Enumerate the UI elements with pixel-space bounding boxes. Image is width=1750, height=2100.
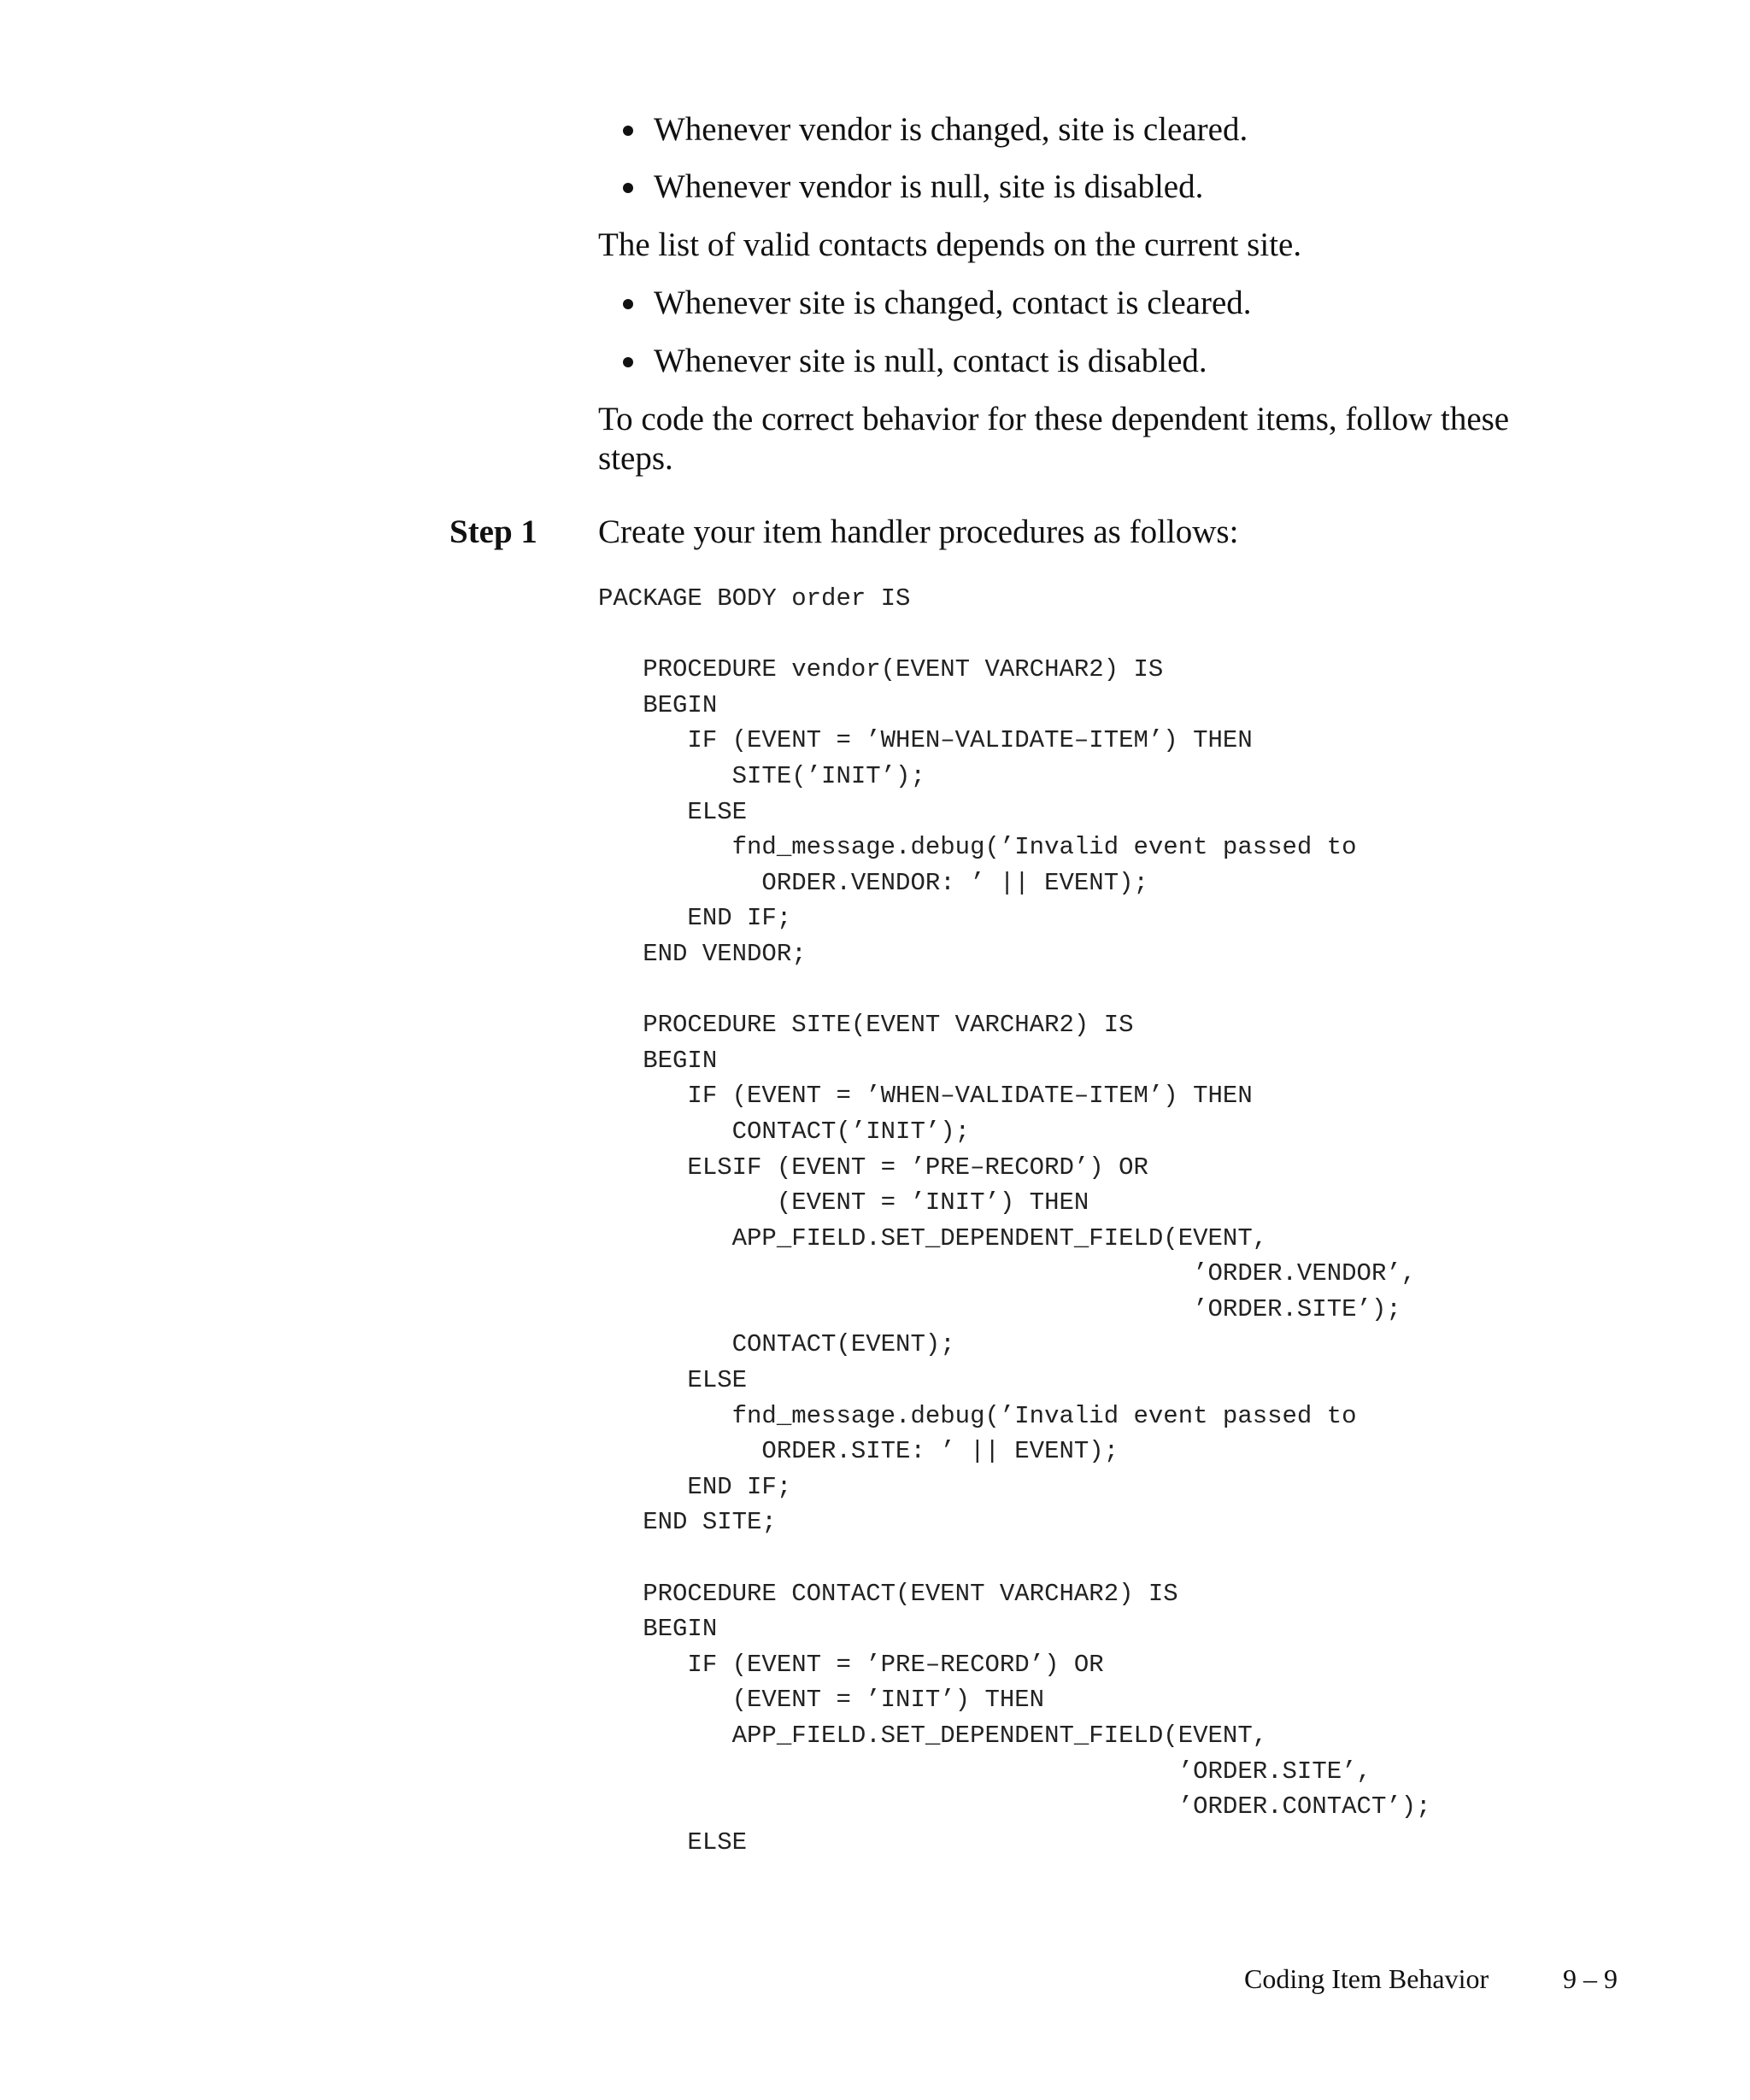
bullet-icon (623, 126, 633, 136)
list-item (654, 167, 1203, 207)
contacts-paragraph: The list of valid contacts depends on the current site. (598, 226, 1302, 263)
list-item-text: Whenever vendor is changed, site is cleared. (654, 111, 1248, 148)
bullet-icon (623, 299, 633, 309)
code-block: PACKAGE BODY order IS PROCEDURE vendor(EVENT VARCHAR2) IS BEGIN IF (EVENT = ’WHEN–VALIDATE–ITEM’) THEN SITE(’INIT’); ELSE fnd_message.debug(’Invalid event passed to ORDER.VENDOR: ’ || EVENT); END IF; END VENDOR; PROCEDURE SITE(EVENT VARCHAR2) IS BEGIN IF (EVENT = ’WHEN–VALIDATE–ITEM’) THEN CONTACT(’INIT’); ELSIF (EVENT = ’PRE–RECORD’) OR (EVENT = ’INIT’) THEN APP_FIELD.SET_DEPENDENT_FIELD(EVENT, ’ORDER.VENDOR’, ’ORDER.SITE’); CONTACT(EVENT); ELSE fnd_message.debug(’Invalid event passed to ORDER.SITE: ’ || EVENT); END IF; END SITE; PROCEDURE CONTACT(EVENT VARCHAR2) IS BEGIN IF (EVENT = ’PRE–RECORD’) OR (EVENT = ’INIT’) THEN APP_FIELD.SET_DEPENDENT_FIELD(EVENT, ’ORDER.SITE’, ’ORDER.CONTACT’); ELSE (598, 584, 1431, 1857)
steps-paragraph-line: To code the correct behavior for these dependent items, follow these (598, 401, 1510, 437)
bullet-icon (623, 183, 633, 193)
footer-page-number: 9 – 9 (1563, 1963, 1618, 1994)
list-item (654, 284, 1252, 323)
steps-paragraph-line: steps. (598, 440, 673, 477)
bullet-icon (623, 357, 633, 367)
step-text: Create your item handler procedures as follows: (598, 513, 1239, 550)
list-item-text: Whenever vendor is null, site is disabled. (654, 168, 1204, 205)
list-item (654, 110, 1248, 150)
list-item-text: Whenever site is changed, contact is cleared. (654, 284, 1252, 321)
steps-paragraph (598, 400, 1509, 478)
step-label: Step 1 (449, 513, 537, 550)
list-item (654, 342, 1207, 381)
footer-section-title: Coding Item Behavior (1244, 1963, 1489, 1994)
list-item-text: Whenever site is null, contact is disabled. (654, 343, 1207, 379)
